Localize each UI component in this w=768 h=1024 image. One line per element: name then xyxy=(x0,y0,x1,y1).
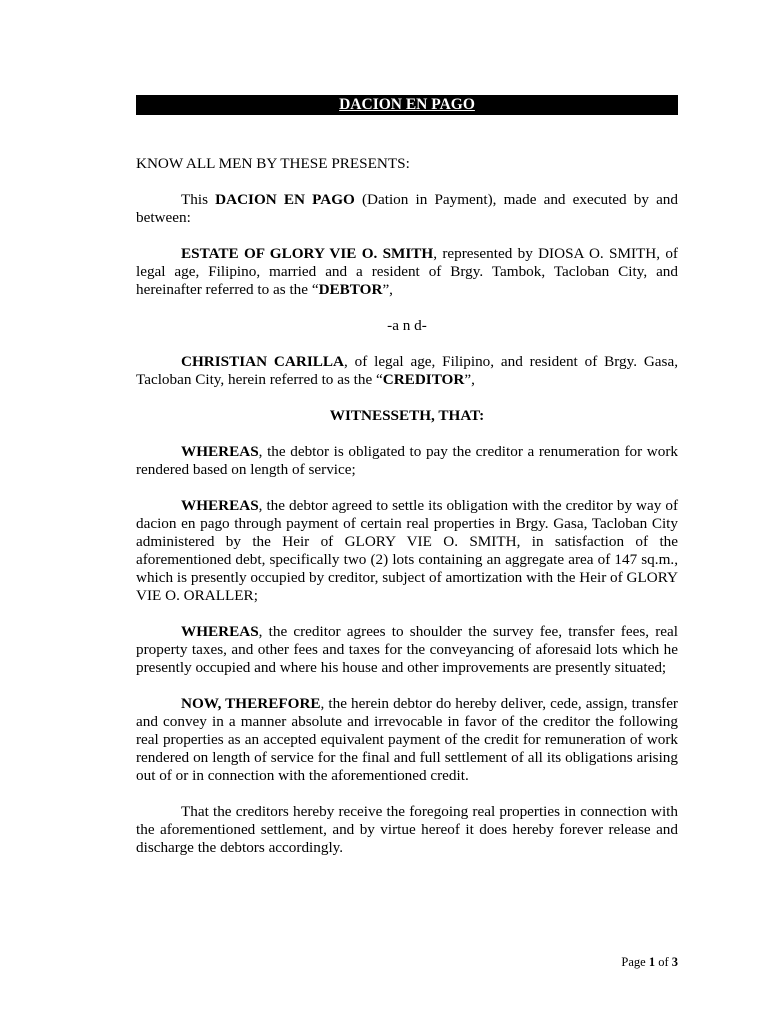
whereas-settlement: WHEREAS, the debtor agreed to settle its obligation with the creditor by way of dacion en pago through payment of certain real properties in Brgy. Gasa, Tacloban City administered by the Heir of GLORY VIE O. SMITH, in satisfaction of the aforementioned debt, specifically two (2) lots containing an aggregate area of 147 sq.m., which is presently occupied by creditor, subject of amortization with the Heir of GLORY VIE O. ORALLER; xyxy=(136,497,678,604)
final-clause: That the creditors hereby receive the foregoing real properties in connection with the aforementioned settlement, and by virtue hereof it does hereby forever release and discharge the debtors accordingly. xyxy=(136,803,678,856)
intro-line: KNOW ALL MEN BY THESE PRESENTS: xyxy=(136,155,410,172)
page-indicator: Page 1 of 3 xyxy=(621,955,678,969)
now-therefore-clause: NOW, THEREFORE, the herein debtor do hereby deliver, cede, assign, transfer and convey in a manner absolute and irrevocable in favor of the creditor the following real properties as an accepted equivalent payment of the credit for remuneration of work rendered on length of service for the final and full settlement of all its obligations arising out of or in connection with the aforementioned credit. xyxy=(136,695,678,784)
whereas-obligation: WHEREAS, the debtor is obligated to pay the creditor a renumeration for work rendered based on length of service; xyxy=(136,443,678,478)
paragraph-dation: This DACION EN PAGO (Dation in Payment), made and executed by and between: xyxy=(136,191,678,226)
whereas-fees: WHEREAS, the creditor agrees to shoulder the survey fee, transfer fees, real property taxes, and other fees and taxes for the conveyancing of aforesaid lots which he presently occupied and where his house and other improvements are presently situated; xyxy=(136,623,678,676)
witnesseth-heading: WITNESSETH, THAT: xyxy=(329,407,485,424)
document-title: DACION EN PAGO xyxy=(136,95,678,115)
paragraph-debtor: ESTATE OF GLORY VIE O. SMITH, represented by DIOSA O. SMITH, of legal age, Filipino, married and a resident of Brgy. Tambok, Tacloban City, and hereinafter referred to as the “DEBTOR”, xyxy=(136,245,678,298)
and-separator: -a n d- xyxy=(387,317,427,334)
document-body xyxy=(136,155,678,875)
paragraph-creditor: CHRISTIAN CARILLA, of legal age, Filipino, and resident of Brgy. Gasa, Tacloban City, herein referred to as the “CREDITOR”, xyxy=(136,353,678,388)
